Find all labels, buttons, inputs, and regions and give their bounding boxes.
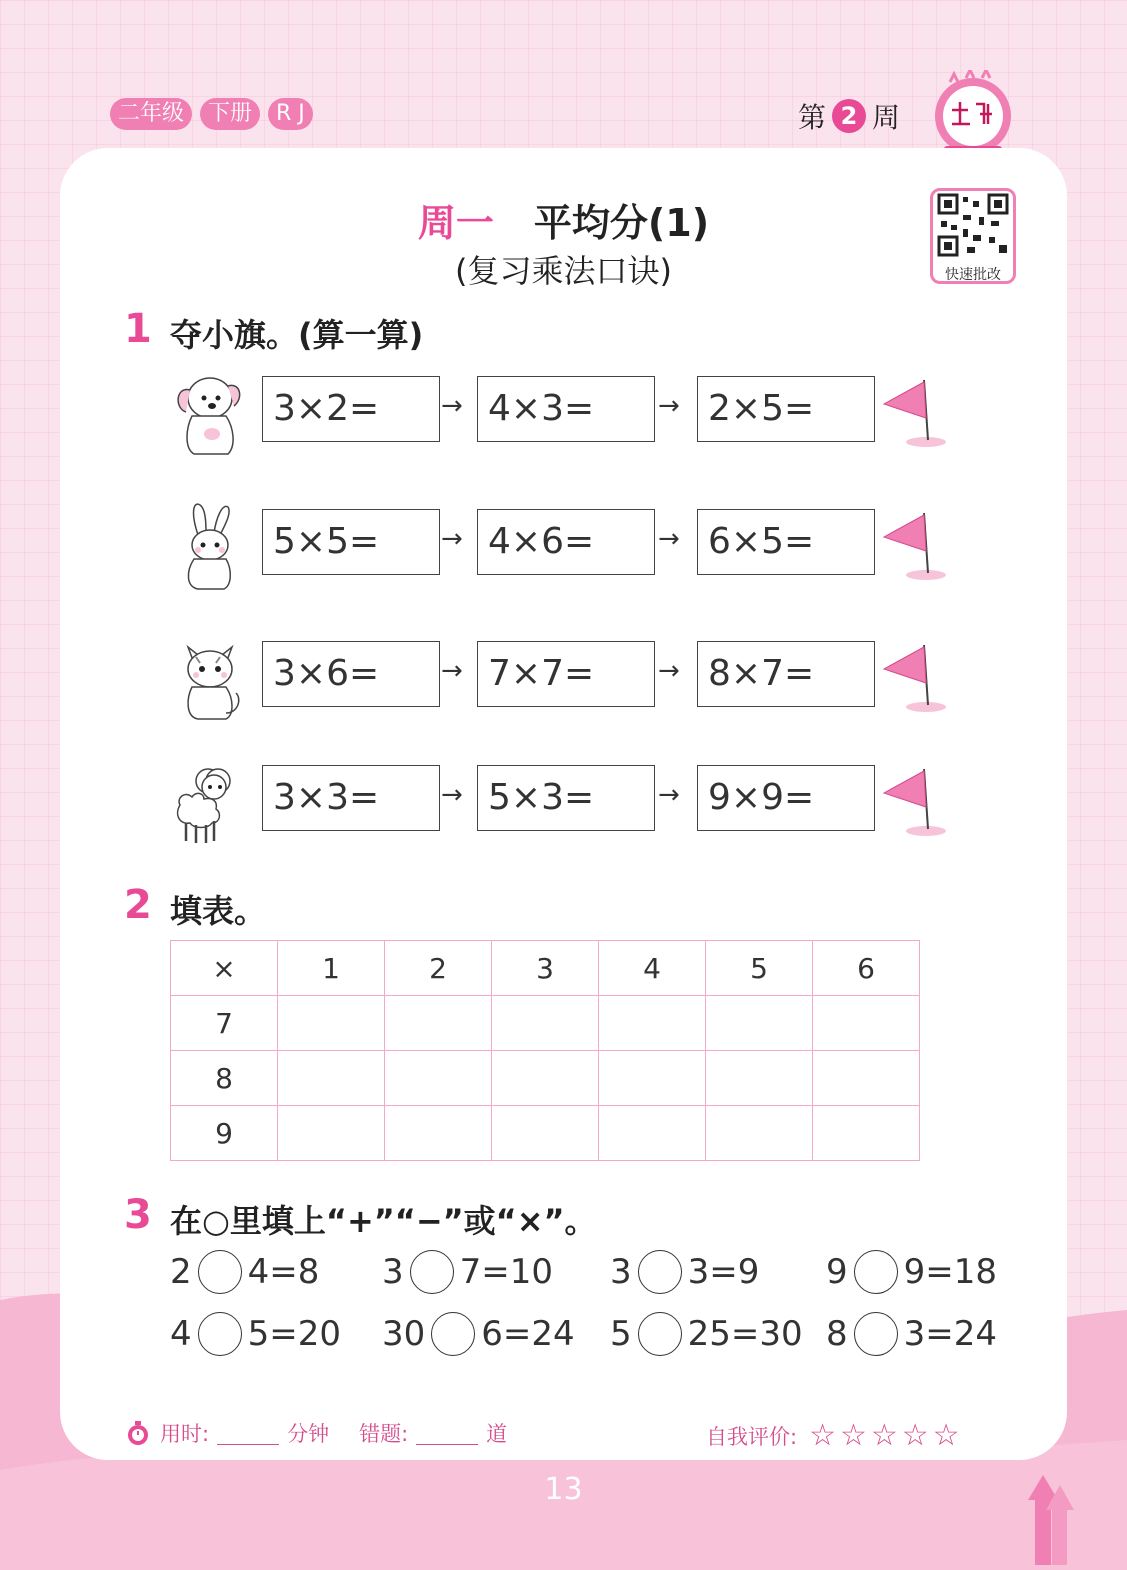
flag-icon bbox=[880, 763, 950, 838]
question-2-number: 2 bbox=[124, 882, 152, 928]
grade-tag: 二年级 bbox=[110, 98, 192, 130]
equation-right-part: 25=30 bbox=[687, 1314, 803, 1354]
answer-cell[interactable] bbox=[813, 996, 920, 1051]
answer-cell[interactable] bbox=[599, 1051, 706, 1106]
calculation-box[interactable]: 7×7= bbox=[477, 641, 655, 707]
table-header-cell: 6 bbox=[813, 941, 920, 996]
table-row bbox=[171, 996, 920, 1051]
operator-circle[interactable] bbox=[198, 1250, 242, 1294]
equation-right-part: 4=8 bbox=[247, 1252, 320, 1292]
table-header-cell: 3 bbox=[492, 941, 599, 996]
answer-cell[interactable] bbox=[278, 1106, 385, 1161]
cat-icon bbox=[168, 633, 248, 723]
table-header-cell: 4 bbox=[599, 941, 706, 996]
multiplication-table bbox=[170, 940, 920, 1161]
operator-equation bbox=[170, 1312, 341, 1356]
question-1-number: 1 bbox=[124, 306, 152, 352]
calculation-box[interactable]: 9×9= bbox=[697, 765, 875, 831]
arrow-right-icon: → bbox=[441, 391, 463, 421]
edition-tag: R J bbox=[268, 98, 313, 130]
operator-equation bbox=[610, 1250, 759, 1294]
flag-icon bbox=[880, 639, 950, 714]
question-1-text: 夺小旗。(算一算) bbox=[170, 316, 424, 354]
week-suffix: 周 bbox=[872, 101, 901, 134]
operator-circle[interactable] bbox=[431, 1312, 475, 1356]
operator-circle[interactable] bbox=[410, 1250, 454, 1294]
operator-equation bbox=[170, 1250, 319, 1294]
calculation-box[interactable]: 3×3= bbox=[262, 765, 440, 831]
answer-cell[interactable] bbox=[385, 1106, 492, 1161]
operator-circle[interactable] bbox=[198, 1312, 242, 1356]
operator-equation bbox=[382, 1312, 575, 1356]
answer-cell[interactable] bbox=[706, 1051, 813, 1106]
row-header-cell: 8 bbox=[171, 1051, 278, 1106]
errors-blank[interactable] bbox=[416, 1422, 478, 1445]
arrow-right-icon: → bbox=[658, 524, 680, 554]
arrow-right-icon: → bbox=[441, 524, 463, 554]
answer-cell[interactable] bbox=[706, 996, 813, 1051]
self-rating bbox=[706, 1418, 964, 1453]
answer-cell[interactable] bbox=[492, 1051, 599, 1106]
answer-cell[interactable] bbox=[706, 1106, 813, 1161]
operator-circle[interactable] bbox=[854, 1250, 898, 1294]
time-tracker bbox=[124, 1418, 507, 1448]
equation-right-part: 7=10 bbox=[459, 1252, 554, 1292]
equation-right-part: 3=24 bbox=[903, 1314, 998, 1354]
calculation-box[interactable]: 5×5= bbox=[262, 509, 440, 575]
operator-equation bbox=[826, 1250, 997, 1294]
equation-right-part: 3=9 bbox=[687, 1252, 760, 1292]
time-blank[interactable] bbox=[217, 1422, 279, 1445]
equation-left-operand: 9 bbox=[826, 1252, 848, 1292]
dog-icon bbox=[168, 368, 248, 458]
arrow-right-icon: → bbox=[658, 780, 680, 810]
answer-cell[interactable] bbox=[492, 1106, 599, 1161]
table-header-cell: 5 bbox=[706, 941, 813, 996]
errors-label: 错题: bbox=[359, 1422, 409, 1446]
question-3-number: 3 bbox=[124, 1192, 152, 1238]
answer-cell[interactable] bbox=[278, 996, 385, 1051]
table-header-cell: 2 bbox=[385, 941, 492, 996]
arrow-right-icon: → bbox=[441, 780, 463, 810]
rabbit-icon bbox=[168, 501, 248, 591]
volume-tag: 下册 bbox=[200, 98, 260, 130]
row-header-cell: 7 bbox=[171, 996, 278, 1051]
answer-cell[interactable] bbox=[278, 1051, 385, 1106]
arrow-right-icon: → bbox=[658, 656, 680, 686]
operator-circle[interactable] bbox=[638, 1312, 682, 1356]
calculation-box[interactable]: 3×6= bbox=[262, 641, 440, 707]
answer-cell[interactable] bbox=[813, 1106, 920, 1161]
table-row bbox=[171, 1106, 920, 1161]
operator-equation bbox=[382, 1250, 553, 1294]
calculation-box[interactable]: 6×5= bbox=[697, 509, 875, 575]
row-header-cell: 9 bbox=[171, 1106, 278, 1161]
rating-stars[interactable]: ☆☆☆☆☆ bbox=[809, 1418, 964, 1453]
operator-equation bbox=[826, 1312, 997, 1356]
sheep-icon bbox=[168, 757, 248, 847]
table-header-cell: × bbox=[171, 941, 278, 996]
question-3-text: 在○里填上“+”“−”或“×”。 bbox=[170, 1202, 597, 1240]
flag-icon bbox=[880, 374, 950, 449]
calculation-box[interactable]: 8×7= bbox=[697, 641, 875, 707]
equation-left-operand: 3 bbox=[382, 1252, 404, 1292]
calculation-box[interactable]: 4×3= bbox=[477, 376, 655, 442]
answer-cell[interactable] bbox=[599, 996, 706, 1051]
qr-label: 快速批改 bbox=[945, 267, 1001, 283]
calculation-box[interactable]: 4×6= bbox=[477, 509, 655, 575]
table-row bbox=[171, 1051, 920, 1106]
equation-left-operand: 8 bbox=[826, 1314, 848, 1354]
equation-left-operand: 2 bbox=[170, 1252, 192, 1292]
arrow-right-icon: → bbox=[441, 656, 463, 686]
table-header-row bbox=[171, 941, 920, 996]
week-prefix: 第 bbox=[798, 101, 827, 134]
question-2-text: 填表。 bbox=[170, 892, 267, 930]
equation-right-part: 6=24 bbox=[481, 1314, 575, 1354]
equation-left-operand: 4 bbox=[170, 1314, 192, 1354]
errors-unit: 道 bbox=[486, 1422, 508, 1446]
flag-icon bbox=[880, 507, 950, 582]
operator-equation bbox=[610, 1312, 803, 1356]
day-label: 周一 bbox=[417, 201, 494, 245]
page-subtitle: (复习乘法口诀) bbox=[455, 252, 672, 290]
time-label: 用时: bbox=[160, 1422, 210, 1446]
arrow-right-icon: → bbox=[658, 391, 680, 421]
operator-circle[interactable] bbox=[638, 1250, 682, 1294]
calculation-box[interactable]: 5×3= bbox=[477, 765, 655, 831]
week-number: 2 bbox=[832, 99, 866, 133]
grade-tags bbox=[110, 98, 313, 130]
equation-left-operand: 30 bbox=[382, 1314, 426, 1354]
operator-circle[interactable] bbox=[854, 1312, 898, 1356]
time-unit: 分钟 bbox=[287, 1422, 330, 1446]
equation-left-operand: 3 bbox=[610, 1252, 632, 1292]
table-header-cell: 1 bbox=[278, 941, 385, 996]
answer-cell[interactable] bbox=[492, 996, 599, 1051]
week-indicator bbox=[798, 96, 900, 136]
page-number: 13 bbox=[544, 1472, 583, 1507]
answer-cell[interactable] bbox=[599, 1106, 706, 1161]
equation-right-part: 5=20 bbox=[247, 1314, 342, 1354]
answer-cell[interactable] bbox=[385, 1051, 492, 1106]
stopwatch-icon bbox=[124, 1419, 152, 1447]
answer-cell[interactable] bbox=[385, 996, 492, 1051]
rating-label: 自我评价: bbox=[706, 1424, 798, 1449]
equation-left-operand: 5 bbox=[610, 1314, 632, 1354]
equation-right-part: 9=18 bbox=[903, 1252, 998, 1292]
answer-cell[interactable] bbox=[813, 1051, 920, 1106]
calculation-box[interactable]: 2×5= bbox=[697, 376, 875, 442]
topic-label: 平均分(1) bbox=[533, 201, 710, 245]
calculation-box[interactable]: 3×2= bbox=[262, 376, 440, 442]
